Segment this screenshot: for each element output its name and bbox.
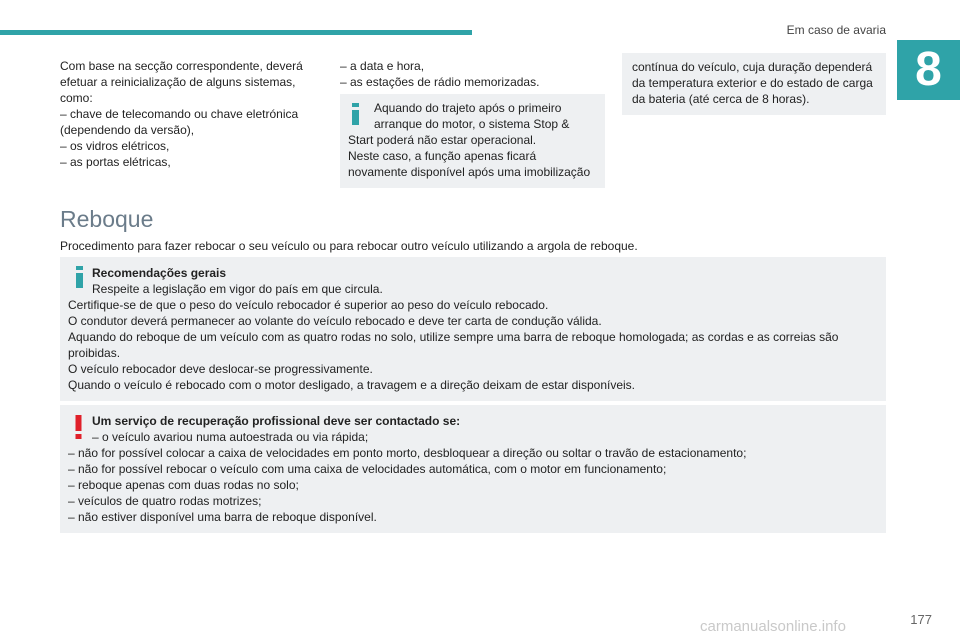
warning-line: – não estiver disponível uma barra de reboque disponível. — [68, 510, 377, 524]
warning-line: – não for possível rebocar o veículo com uma caixa de velocidades automática, com o motor em funcionamento; — [68, 462, 667, 476]
warning-line: – reboque apenas com duas rodas no solo; — [68, 478, 299, 492]
column-3-note-continued — [622, 53, 886, 115]
recommendations-title: Recomendações gerais — [92, 266, 227, 280]
col2-line: – as estações de rádio memorizadas. — [340, 75, 540, 89]
warning-box — [60, 405, 886, 533]
chapter-tab — [897, 40, 960, 100]
column-1 — [60, 58, 310, 170]
section-heading: Reboque — [60, 206, 154, 232]
chapter-number: 8 — [915, 43, 942, 96]
col3-line: da bateria (até cerca de 8 horas). — [632, 92, 810, 106]
col2-line: – a data e hora, — [340, 59, 425, 73]
col1-line: Com base na secção correspondente, deverá — [60, 59, 303, 73]
note-line: novamente disponível após uma imobilização — [348, 165, 591, 179]
info-icon — [350, 103, 361, 125]
header-accent-bar — [0, 30, 472, 35]
note-line: Aquando do trajeto após o primeiro — [374, 101, 562, 115]
column-2 — [340, 58, 605, 188]
warning-title: Um serviço de recuperação profissional deve ser contactado se: — [92, 414, 461, 428]
recommendations-line: Certifique-se de que o peso do veículo rebocador é superior ao peso do veículo rebocado. — [68, 298, 549, 312]
section-title: Em caso de avaria — [786, 23, 886, 37]
recommendations-box — [60, 257, 886, 401]
recommendations-line: Respeite a legislação em vigor do país em que circula. — [92, 282, 383, 296]
stop-start-note — [340, 94, 605, 188]
col1-line: – chave de telecomando ou chave eletrónica — [60, 107, 299, 121]
warning-line: – veículos de quatro rodas motrizes; — [68, 494, 262, 508]
note-line: arranque do motor, o sistema Stop & — [374, 117, 570, 131]
warning-exclamation-icon — [74, 415, 83, 439]
page-number: 177 — [910, 612, 932, 627]
col1-line: como: — [60, 91, 93, 105]
recommendations-line: proibidas. — [68, 346, 121, 360]
warning-line: – o veículo avariou numa autoestrada ou via rápida; — [92, 430, 369, 444]
watermark: carmanualsonline.info — [700, 618, 846, 635]
col3-line: contínua do veículo, cuja duração dependerá — [632, 60, 873, 74]
note-line: Neste caso, a função apenas ficará — [348, 149, 537, 163]
recommendations-line: Quando o veículo é rebocado com o motor desligado, a travagem e a direção deixam de estar disponíveis. — [68, 378, 635, 392]
recommendations-line: O condutor deverá permanecer ao volante do veículo rebocado e deve ter carta de condução válida. — [68, 314, 602, 328]
col1-line: – os vidros elétricos, — [60, 139, 170, 153]
warning-line: – não for possível colocar a caixa de velocidades em ponto morto, desbloquear a direção ou soltar o travão de estacionamento; — [68, 446, 747, 460]
col1-line: – as portas elétricas, — [60, 155, 171, 169]
col3-line: da temperatura exterior e do estado de carga — [632, 76, 873, 90]
col1-line: (dependendo da versão), — [60, 123, 195, 137]
section-intro: Procedimento para fazer rebocar o seu veículo ou para rebocar outro veículo utilizando a argola de reboque. — [60, 239, 638, 253]
recommendations-line: O veículo rebocador deve deslocar-se progressivamente. — [68, 362, 373, 376]
col1-line: efetuar a reinicialização de alguns sistemas, — [60, 75, 296, 89]
recommendations-line: Aquando do reboque de um veículo com as quatro rodas no solo, utilize sempre uma barra de reboque homologada; as cordas e as correias são — [68, 330, 839, 344]
note-line: Start poderá não estar operacional. — [348, 133, 537, 147]
info-icon — [74, 266, 85, 288]
